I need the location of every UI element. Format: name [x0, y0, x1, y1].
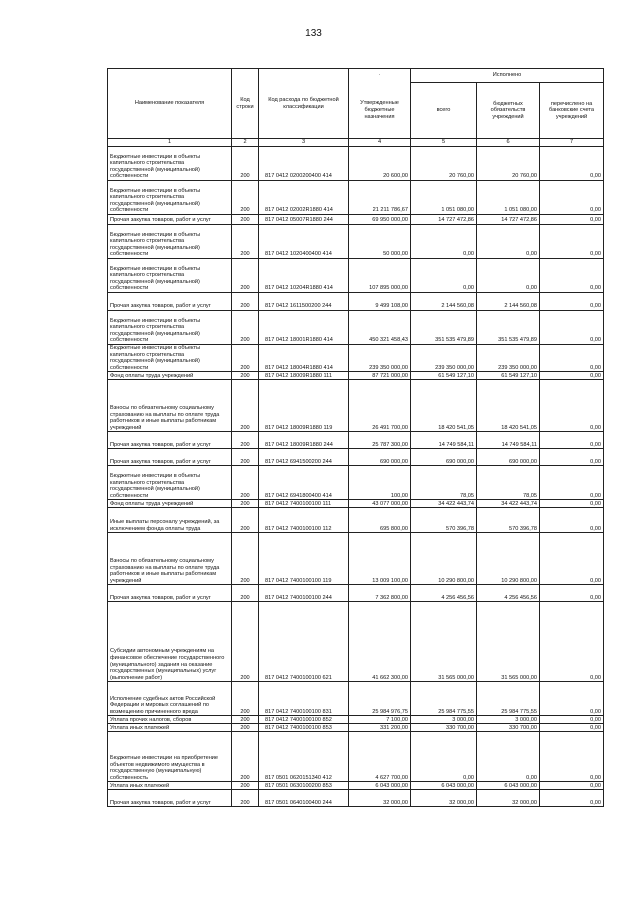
row-approved: 107 895 000,00 [349, 259, 411, 293]
row-name: Исполнение судебных актов Российской Федерации и мировых соглашений по возмещению причиненного вреда [108, 682, 232, 716]
row-executed-institutions: 4 256 456,56 [477, 585, 540, 602]
row-executed-institutions: 0,00 [477, 732, 540, 782]
row-executed-bank: 0,00 [540, 380, 604, 432]
row-budget-code: 817 0501 0640100400 244 [259, 790, 349, 807]
row-executed-institutions: 34 422 443,74 [477, 500, 540, 508]
row-executed-institutions: 0,00 [477, 225, 540, 259]
row-approved: 69 950 000,00 [349, 215, 411, 225]
row-approved: 50 000,00 [349, 225, 411, 259]
row-name: Прочая закупка товаров, работ и услуг [108, 790, 232, 807]
row-name: Бюджетные инвестиции в объекты капитального строительства государственной (муниципальной) собственности [108, 311, 232, 345]
row-executed-bank: 0,00 [540, 345, 604, 372]
header-executed: Исполнено [411, 69, 604, 83]
row-budget-code: 817 0412 18004R1880 414 [259, 345, 349, 372]
row-line-code: 200 [232, 147, 259, 181]
row-name: Взносы по обязательному социальному страхованию на выплаты по оплате труда работников и иные выплаты работникам учреждений [108, 533, 232, 585]
row-executed-institutions: 1 051 080,00 [477, 181, 540, 215]
row-executed-institutions: 330 700,00 [477, 724, 540, 732]
row-executed-bank: 0,00 [540, 225, 604, 259]
table-row [108, 259, 604, 293]
row-approved: 450 321 458,43 [349, 311, 411, 345]
row-executed-institutions: 31 565 000,00 [477, 602, 540, 682]
row-executed-institutions: 14 727 472,86 [477, 215, 540, 225]
row-line-code: 200 [232, 372, 259, 380]
row-line-code: 200 [232, 259, 259, 293]
row-approved: 4 627 700,00 [349, 732, 411, 782]
row-executed-bank: 0,00 [540, 147, 604, 181]
row-executed-total: 2 144 560,08 [411, 293, 477, 311]
row-executed-total: 239 350 000,00 [411, 345, 477, 372]
table-row [108, 449, 604, 466]
row-name: Бюджетные инвестиции на приобретение объектов недвижимого имущества в государственную (муниципальную) собственность [108, 732, 232, 782]
row-executed-total: 0,00 [411, 732, 477, 782]
row-executed-total: 6 043 000,00 [411, 782, 477, 790]
row-executed-institutions: 0,00 [477, 259, 540, 293]
row-line-code: 200 [232, 449, 259, 466]
header-total: всего [411, 83, 477, 139]
row-executed-bank: 0,00 [540, 372, 604, 380]
row-executed-bank: 0,00 [540, 508, 604, 533]
row-budget-code: 817 0412 1020400400 414 [259, 225, 349, 259]
row-name: Фонд оплаты труда учреждений [108, 372, 232, 380]
row-name: Бюджетные инвестиции в объекты капитального строительства государственной (муниципальной) собственности [108, 259, 232, 293]
row-name: Бюджетные инвестиции в объекты капитального строительства государственной (муниципальной) собственности [108, 345, 232, 372]
budget-execution-table [107, 68, 604, 807]
row-budget-code: 817 0412 7400100100 111 [259, 500, 349, 508]
header-line-code: Код строки [232, 69, 259, 139]
row-budget-code: 817 0412 7400100100 831 [259, 682, 349, 716]
row-executed-total: 31 565 000,00 [411, 602, 477, 682]
row-budget-code: 817 0412 7400100100 244 [259, 585, 349, 602]
row-approved: 26 491 700,00 [349, 380, 411, 432]
table-row [108, 466, 604, 500]
table-row [108, 732, 604, 782]
row-name: Субсидии автономным учреждениям на финансовое обеспечение государственного (муниципального) задания на оказание государственных (муниципальных) услуг (выполнение работ) [108, 602, 232, 682]
row-executed-bank: 0,00 [540, 293, 604, 311]
row-executed-institutions: 14 749 584,11 [477, 432, 540, 449]
row-line-code: 200 [232, 432, 259, 449]
table-row [108, 500, 604, 508]
row-name: Бюджетные инвестиции в объекты капитального строительства государственной (муниципальной) собственности [108, 225, 232, 259]
row-budget-code: 817 0412 7400100100 852 [259, 716, 349, 724]
table-row [108, 311, 604, 345]
row-executed-institutions: 239 350 000,00 [477, 345, 540, 372]
column-number: 1 [108, 139, 232, 147]
row-executed-institutions: 25 984 775,55 [477, 682, 540, 716]
column-number: 2 [232, 139, 259, 147]
table-row [108, 372, 604, 380]
column-number: 4 [349, 139, 411, 147]
row-name: Фонд оплаты труда учреждений [108, 500, 232, 508]
row-name: Уплата прочих налогов, сборов [108, 716, 232, 724]
table-row [108, 380, 604, 432]
row-executed-total: 3 000,00 [411, 716, 477, 724]
header-via-bank-accounts: перечислено на банковские счета учреждений [540, 83, 604, 139]
row-line-code: 200 [232, 215, 259, 225]
row-executed-bank: 0,00 [540, 716, 604, 724]
row-executed-total: 20 760,00 [411, 147, 477, 181]
row-budget-code: 817 0412 6941800400 414 [259, 466, 349, 500]
row-executed-total: 4 256 456,56 [411, 585, 477, 602]
row-executed-total: 0,00 [411, 225, 477, 259]
row-line-code: 200 [232, 380, 259, 432]
row-approved: 695 800,00 [349, 508, 411, 533]
table-row [108, 790, 604, 807]
table-row [108, 533, 604, 585]
row-budget-code: 817 0412 18009R1880 244 [259, 432, 349, 449]
table-row [108, 181, 604, 215]
row-name: Уплата иных платежей [108, 782, 232, 790]
row-name: Прочая закупка товаров, работ и услуг [108, 449, 232, 466]
row-executed-bank: 0,00 [540, 215, 604, 225]
table-row [108, 602, 604, 682]
row-line-code: 200 [232, 508, 259, 533]
row-name: Прочая закупка товаров, работ и услуг [108, 215, 232, 225]
column-number: 3 [259, 139, 349, 147]
row-line-code: 200 [232, 500, 259, 508]
row-approved: 87 721 000,00 [349, 372, 411, 380]
row-executed-total: 10 290 800,00 [411, 533, 477, 585]
row-executed-total: 34 422 443,74 [411, 500, 477, 508]
row-line-code: 200 [232, 311, 259, 345]
row-line-code: 200 [232, 782, 259, 790]
row-name: Бюджетные инвестиции в объекты капитального строительства государственной (муниципальной) собственности [108, 181, 232, 215]
row-line-code: 200 [232, 602, 259, 682]
header-mark [349, 69, 411, 83]
table-row [108, 293, 604, 311]
row-approved: 100,00 [349, 466, 411, 500]
row-name: Бюджетные инвестиции в объекты капитального строительства государственной (муниципальной) собственности [108, 147, 232, 181]
row-budget-code: 817 0412 1611500200 244 [259, 293, 349, 311]
row-executed-institutions: 61 549 127,10 [477, 372, 540, 380]
column-numbers-row [108, 139, 604, 147]
column-number: 5 [411, 139, 477, 147]
row-budget-code: 817 0412 7400100100 112 [259, 508, 349, 533]
row-executed-total: 78,05 [411, 466, 477, 500]
row-executed-total: 14 727 472,86 [411, 215, 477, 225]
row-executed-bank: 0,00 [540, 259, 604, 293]
row-name: Взносы по обязательному социальному страхованию на выплаты по оплате труда работников и иные выплаты работникам учреждений [108, 380, 232, 432]
row-executed-institutions: 351 535 479,89 [477, 311, 540, 345]
row-executed-bank: 0,00 [540, 466, 604, 500]
row-executed-bank: 0,00 [540, 432, 604, 449]
row-approved: 9 499 108,00 [349, 293, 411, 311]
row-approved: 7 100,00 [349, 716, 411, 724]
row-approved: 13 009 100,00 [349, 533, 411, 585]
row-budget-code: 817 0412 0200200400 414 [259, 147, 349, 181]
row-line-code: 200 [232, 293, 259, 311]
header-approved: Утвержденные бюджетные назначения [349, 83, 411, 139]
column-number: 6 [477, 139, 540, 147]
row-line-code: 200 [232, 466, 259, 500]
row-budget-code: 817 0412 02002R1880 414 [259, 181, 349, 215]
row-approved: 25 787 300,00 [349, 432, 411, 449]
row-approved: 43 077 000,00 [349, 500, 411, 508]
table-row [108, 215, 604, 225]
row-line-code: 200 [232, 345, 259, 372]
row-line-code: 200 [232, 732, 259, 782]
row-executed-institutions: 20 760,00 [477, 147, 540, 181]
row-budget-code: 817 0501 0630100200 853 [259, 782, 349, 790]
row-approved: 7 362 800,00 [349, 585, 411, 602]
table-row [108, 147, 604, 181]
row-approved: 20 600,00 [349, 147, 411, 181]
table-row [108, 508, 604, 533]
column-number: 7 [540, 139, 604, 147]
row-executed-bank: 0,00 [540, 311, 604, 345]
row-budget-code: 817 0412 7400100100 621 [259, 602, 349, 682]
row-executed-total: 61 549 127,10 [411, 372, 477, 380]
row-budget-code: 817 0412 7400100100 119 [259, 533, 349, 585]
row-line-code: 200 [232, 225, 259, 259]
row-executed-total: 351 535 479,89 [411, 311, 477, 345]
table-row [108, 716, 604, 724]
row-approved: 690 000,00 [349, 449, 411, 466]
header-name: Наименование показателя [108, 69, 232, 139]
row-executed-institutions: 18 420 541,05 [477, 380, 540, 432]
row-budget-code: 817 0412 18009R1880 111 [259, 372, 349, 380]
row-executed-institutions: 2 144 560,08 [477, 293, 540, 311]
header-via-institutions: бюджетных обязательств учреждений [477, 83, 540, 139]
row-name: Уплата иных платежей [108, 724, 232, 732]
row-name: Прочая закупка товаров, работ и услуг [108, 293, 232, 311]
row-budget-code: 817 0412 18009R1880 119 [259, 380, 349, 432]
row-executed-bank: 0,00 [540, 682, 604, 716]
row-executed-total: 14 749 584,11 [411, 432, 477, 449]
row-approved: 239 350 000,00 [349, 345, 411, 372]
row-executed-total: 0,00 [411, 259, 477, 293]
row-budget-code: 817 0501 0620151340 412 [259, 732, 349, 782]
row-executed-bank: 0,00 [540, 602, 604, 682]
row-name: Прочая закупка товаров, работ и услуг [108, 432, 232, 449]
row-line-code: 200 [232, 682, 259, 716]
row-executed-institutions: 10 290 800,00 [477, 533, 540, 585]
row-executed-total: 1 051 080,00 [411, 181, 477, 215]
row-budget-code: 817 0412 6941500200 244 [259, 449, 349, 466]
row-approved: 331 200,00 [349, 724, 411, 732]
row-approved: 25 984 976,75 [349, 682, 411, 716]
page-number: 133 [305, 28, 322, 39]
table-row [108, 432, 604, 449]
header-mark-glyph: · [378, 72, 381, 79]
row-budget-code: 817 0412 7400100100 853 [259, 724, 349, 732]
row-name: Бюджетные инвестиции в объекты капитального строительства государственной (муниципальной) собственности [108, 466, 232, 500]
row-line-code: 200 [232, 533, 259, 585]
row-approved: 6 043 000,00 [349, 782, 411, 790]
row-executed-institutions: 78,05 [477, 466, 540, 500]
row-executed-institutions: 570 396,78 [477, 508, 540, 533]
row-line-code: 200 [232, 585, 259, 602]
table-row [108, 345, 604, 372]
row-executed-total: 690 000,00 [411, 449, 477, 466]
row-executed-total: 330 700,00 [411, 724, 477, 732]
row-approved: 21 211 786,67 [349, 181, 411, 215]
table-row [108, 585, 604, 602]
row-name: Прочая закупка товаров, работ и услуг [108, 585, 232, 602]
row-executed-bank: 0,00 [540, 181, 604, 215]
row-executed-bank: 0,00 [540, 585, 604, 602]
row-line-code: 200 [232, 716, 259, 724]
row-executed-institutions: 690 000,00 [477, 449, 540, 466]
row-executed-bank: 0,00 [540, 449, 604, 466]
row-executed-bank: 0,00 [540, 782, 604, 790]
header-budget-code: Код расхода по бюджетной классификации [259, 69, 349, 139]
row-executed-total: 570 396,78 [411, 508, 477, 533]
row-executed-institutions: 3 000,00 [477, 716, 540, 724]
row-budget-code: 817 0412 18001R1880 414 [259, 311, 349, 345]
table-row [108, 682, 604, 716]
row-approved: 41 662 300,00 [349, 602, 411, 682]
row-executed-bank: 0,00 [540, 724, 604, 732]
row-budget-code: 817 0412 05007R1880 244 [259, 215, 349, 225]
row-executed-total: 32 000,00 [411, 790, 477, 807]
row-name: Иные выплаты персоналу учреждений, за исключением фонда оплаты труда [108, 508, 232, 533]
table-row [108, 782, 604, 790]
row-approved: 32 000,00 [349, 790, 411, 807]
row-line-code: 200 [232, 724, 259, 732]
row-executed-institutions: 6 043 000,00 [477, 782, 540, 790]
table-row [108, 724, 604, 732]
row-executed-bank: 0,00 [540, 732, 604, 782]
row-executed-total: 25 984 775,55 [411, 682, 477, 716]
table-row [108, 225, 604, 259]
row-executed-institutions: 32 000,00 [477, 790, 540, 807]
row-budget-code: 817 0412 10204R1880 414 [259, 259, 349, 293]
row-line-code: 200 [232, 790, 259, 807]
row-executed-total: 18 420 541,05 [411, 380, 477, 432]
row-executed-bank: 0,00 [540, 533, 604, 585]
row-executed-bank: 0,00 [540, 500, 604, 508]
row-executed-bank: 0,00 [540, 790, 604, 807]
row-line-code: 200 [232, 181, 259, 215]
